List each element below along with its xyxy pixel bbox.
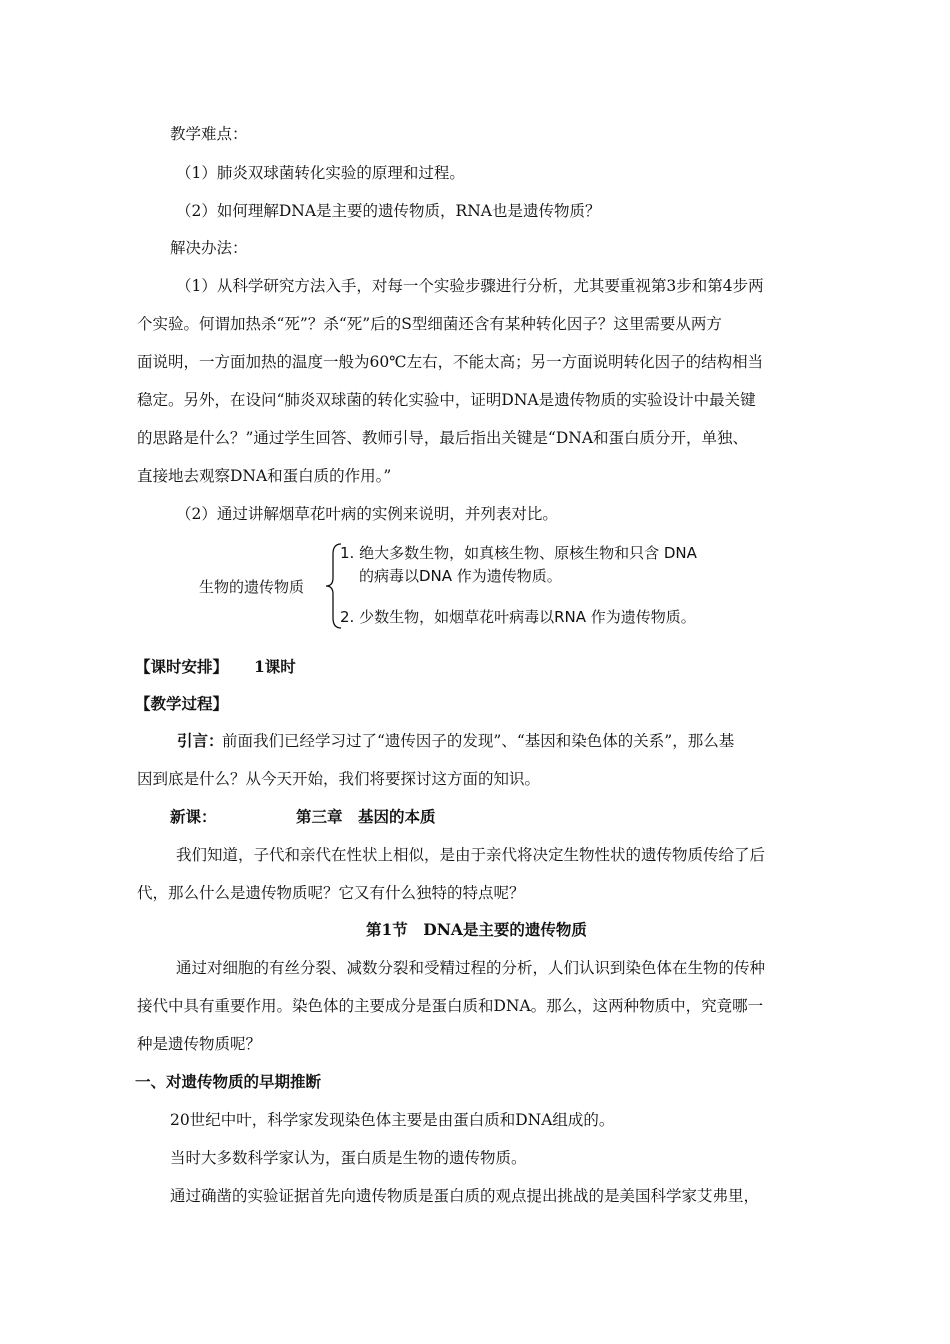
process-label: 【教学过程】 — [135, 694, 229, 713]
difficulties-heading: 教学难点： — [170, 125, 248, 143]
new-lesson-label: 新课： — [170, 808, 217, 826]
section-title: 第1节 DNA是主要的遗传物质 — [366, 920, 587, 939]
solution-line: （2）通过讲解烟草花叶病的实例来说明，并列表对比。 — [176, 505, 558, 523]
diagram-item-2: 2. 少数生物，如烟草花叶病毒以RNA 作为遗传物质。 — [340, 608, 696, 626]
body-text: 当时大多数科学家认为，蛋白质是生物的遗传物质。 — [170, 1149, 527, 1167]
body-text: 接代中具有重要作用。染色体的主要成分是蛋白质和DNA。那么，这两种物质中，究竟哪一 — [137, 997, 764, 1015]
body-text: 通过对细胞的有丝分裂、减数分裂和受精过程的分析，人们认识到染色体在生物的传种 — [176, 959, 766, 977]
solution-line: （1）从科学研究方法入手，对每一个实验步骤进行分析，尤其要重视第3步和第4步两 — [176, 277, 764, 295]
difficulty-item: （1）肺炎双球菌转化实验的原理和过程。 — [176, 164, 465, 182]
solution-line: 面说明，一方面加热的温度一般为60℃左右，不能太高；另一方面说明转化因子的结构相当 — [137, 353, 764, 371]
diagram-item-1: 1. 绝大多数生物，如真核生物、原核生物和只含 DNA — [340, 544, 697, 562]
diagram-item-1-cont: 的病毒以DNA 作为遗传物质。 — [359, 567, 562, 585]
intro-text: 前面我们已经学习过了“遗传因子的发现”、“基因和染色体的关系”，那么基 — [222, 732, 735, 750]
solution-line: 的思路是什么？”通过学生回答、教师引导，最后指出关键是“DNA和蛋白质分开，单独、 — [137, 429, 749, 447]
genetic-material-diagram — [195, 540, 755, 632]
difficulty-item: （2）如何理解DNA是主要的遗传物质，RNA也是遗传物质？ — [176, 202, 601, 220]
body-text: 种是遗传物质呢？ — [137, 1035, 262, 1053]
intro-text: 因到底是什么？从今天开始，我们将要探讨这方面的知识。 — [137, 770, 541, 788]
solution-line: 直接地去观察DNA和蛋白质的作用。” — [137, 467, 392, 485]
solution-line: 稳定。另外，在设问“肺炎双球菌的转化实验中，证明DNA是遗传物质的实验设计中最关键 — [137, 391, 756, 409]
schedule-value: 1课时 — [254, 657, 296, 676]
solution-line: 个实验。何谓加热杀“死”？杀“死”后的S型细菌还含有某种转化因子？这里需要从两方 — [137, 315, 722, 333]
body-text: 通过确凿的实验证据首先向遗传物质是蛋白质的观点提出挑战的是美国科学家艾弗里， — [170, 1187, 760, 1205]
body-text: 代，那么什么是遗传物质呢？它又有什么独特的特点呢？ — [137, 884, 525, 902]
body-text: 我们知道，子代和亲代在性状上相似，是由于亲代将决定生物性状的遗传物质传给了后 — [176, 846, 766, 864]
heading-early-inference: 一、对遗传物质的早期推断 — [135, 1072, 322, 1091]
body-text: 20世纪中叶，科学家发现染色体主要是由蛋白质和DNA组成的。 — [170, 1111, 615, 1129]
intro-label: 引言： — [177, 732, 224, 750]
schedule-label: 【课时安排】 — [135, 657, 229, 676]
chapter-title: 第三章 基因的本质 — [296, 807, 436, 826]
solutions-heading: 解决办法： — [170, 239, 248, 257]
diagram-label: 生物的遗传物质 — [199, 578, 305, 596]
